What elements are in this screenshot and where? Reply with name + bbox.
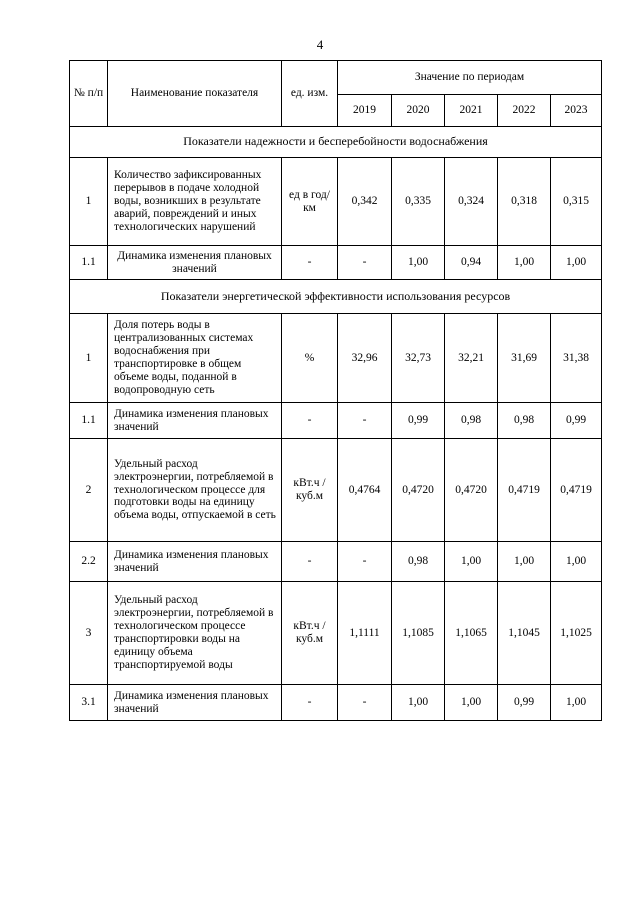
row-unit: - (282, 403, 338, 439)
row-value: 0,99 (551, 403, 602, 439)
row-value: 0,4719 (498, 439, 551, 542)
table-row (70, 542, 602, 582)
row-value: 1,00 (392, 246, 445, 280)
row-name: Динамика изменения плановых значений (108, 403, 282, 439)
table-row (70, 403, 602, 439)
row-value: 0,4720 (392, 439, 445, 542)
year-header: 2023 (551, 95, 602, 127)
col-header-name: Наименование показателя (108, 61, 282, 127)
row-value: 1,00 (392, 685, 445, 721)
row-value: 0,4764 (338, 439, 392, 542)
row-num: 1 (70, 314, 108, 403)
row-value: 31,69 (498, 314, 551, 403)
row-value: 0,324 (445, 158, 498, 246)
row-unit: - (282, 246, 338, 280)
row-value: 1,1085 (392, 582, 445, 685)
row-num: 2.2 (70, 542, 108, 582)
row-value: 31,38 (551, 314, 602, 403)
col-header-num: № п/п (70, 61, 108, 127)
year-header: 2019 (338, 95, 392, 127)
row-value: 1,00 (445, 542, 498, 582)
row-value: 1,1025 (551, 582, 602, 685)
page-number: 4 (316, 37, 324, 52)
row-num: 2 (70, 439, 108, 542)
col-header-unit: ед. изм. (282, 61, 338, 127)
row-value: 0,315 (551, 158, 602, 246)
row-unit: - (282, 542, 338, 582)
row-value: 0,99 (392, 403, 445, 439)
row-num: 1.1 (70, 246, 108, 280)
row-value: 1,00 (551, 246, 602, 280)
year-header: 2022 (498, 95, 551, 127)
row-value: - (338, 685, 392, 721)
row-unit: кВт.ч / куб.м (282, 582, 338, 685)
row-value: 32,21 (445, 314, 498, 403)
row-value: 1,00 (551, 542, 602, 582)
row-value: 32,73 (392, 314, 445, 403)
row-value: - (338, 542, 392, 582)
table-row (70, 246, 602, 280)
row-value: 1,00 (445, 685, 498, 721)
row-value: 0,98 (445, 403, 498, 439)
row-name: Динамика изменения плановых значений (108, 246, 282, 280)
section-header-row (70, 280, 602, 314)
table-row (70, 314, 602, 403)
year-header: 2021 (445, 95, 498, 127)
row-value: 1,1045 (498, 582, 551, 685)
row-num: 3 (70, 582, 108, 685)
row-value: 1,1065 (445, 582, 498, 685)
row-value: 0,94 (445, 246, 498, 280)
table-row (70, 582, 602, 685)
table-row (70, 158, 602, 246)
row-num: 1.1 (70, 403, 108, 439)
row-name: Количество зафиксированных перерывов в подаче холодной воды, возникших в результате аварий, повреждений и иных технологических нарушений (108, 158, 282, 246)
row-num: 1 (70, 158, 108, 246)
row-name: Удельный расход электроэнергии, потребляемой в технологическом процессе транспортировки воды на единицу объема транспортируемой воды (108, 582, 282, 685)
row-value: 1,00 (551, 685, 602, 721)
table-row (70, 439, 602, 542)
header-row-top (70, 61, 602, 95)
section-header-row (70, 127, 602, 158)
row-num: 3.1 (70, 685, 108, 721)
row-value: 1,00 (498, 246, 551, 280)
row-value: 0,98 (498, 403, 551, 439)
table-row (70, 685, 602, 721)
row-value: 0,99 (498, 685, 551, 721)
section-title: Показатели энергетической эффективности использования ресурсов (70, 280, 602, 314)
col-header-periods: Значение по периодам (338, 61, 602, 95)
row-value: 0,318 (498, 158, 551, 246)
row-unit: кВт.ч / куб.м (282, 439, 338, 542)
row-value: 0,335 (392, 158, 445, 246)
row-value: 1,00 (498, 542, 551, 582)
row-unit: ед в год/ км (282, 158, 338, 246)
row-value: 0,342 (338, 158, 392, 246)
year-header: 2020 (392, 95, 445, 127)
row-name: Удельный расход электроэнергии, потребляемой в технологическом процессе для подготовки воды на единицу объема воды, отпускаемой в сеть (108, 439, 282, 542)
row-name: Динамика изменения плановых значений (108, 542, 282, 582)
row-unit: % (282, 314, 338, 403)
row-value: 0,4719 (551, 439, 602, 542)
row-value: 0,98 (392, 542, 445, 582)
row-value: 1,1111 (338, 582, 392, 685)
row-name: Динамика изменения плановых значений (108, 685, 282, 721)
row-value: - (338, 403, 392, 439)
row-unit: - (282, 685, 338, 721)
row-value: 0,4720 (445, 439, 498, 542)
section-title: Показатели надежности и бесперебойности водоснабжения (70, 127, 602, 158)
row-value: - (338, 246, 392, 280)
row-name: Доля потерь воды в централизованных системах водоснабжения при транспортировке в общем объеме воды, поданной в водопроводную сеть (108, 314, 282, 403)
row-value: 32,96 (338, 314, 392, 403)
indicators-table (69, 60, 602, 721)
